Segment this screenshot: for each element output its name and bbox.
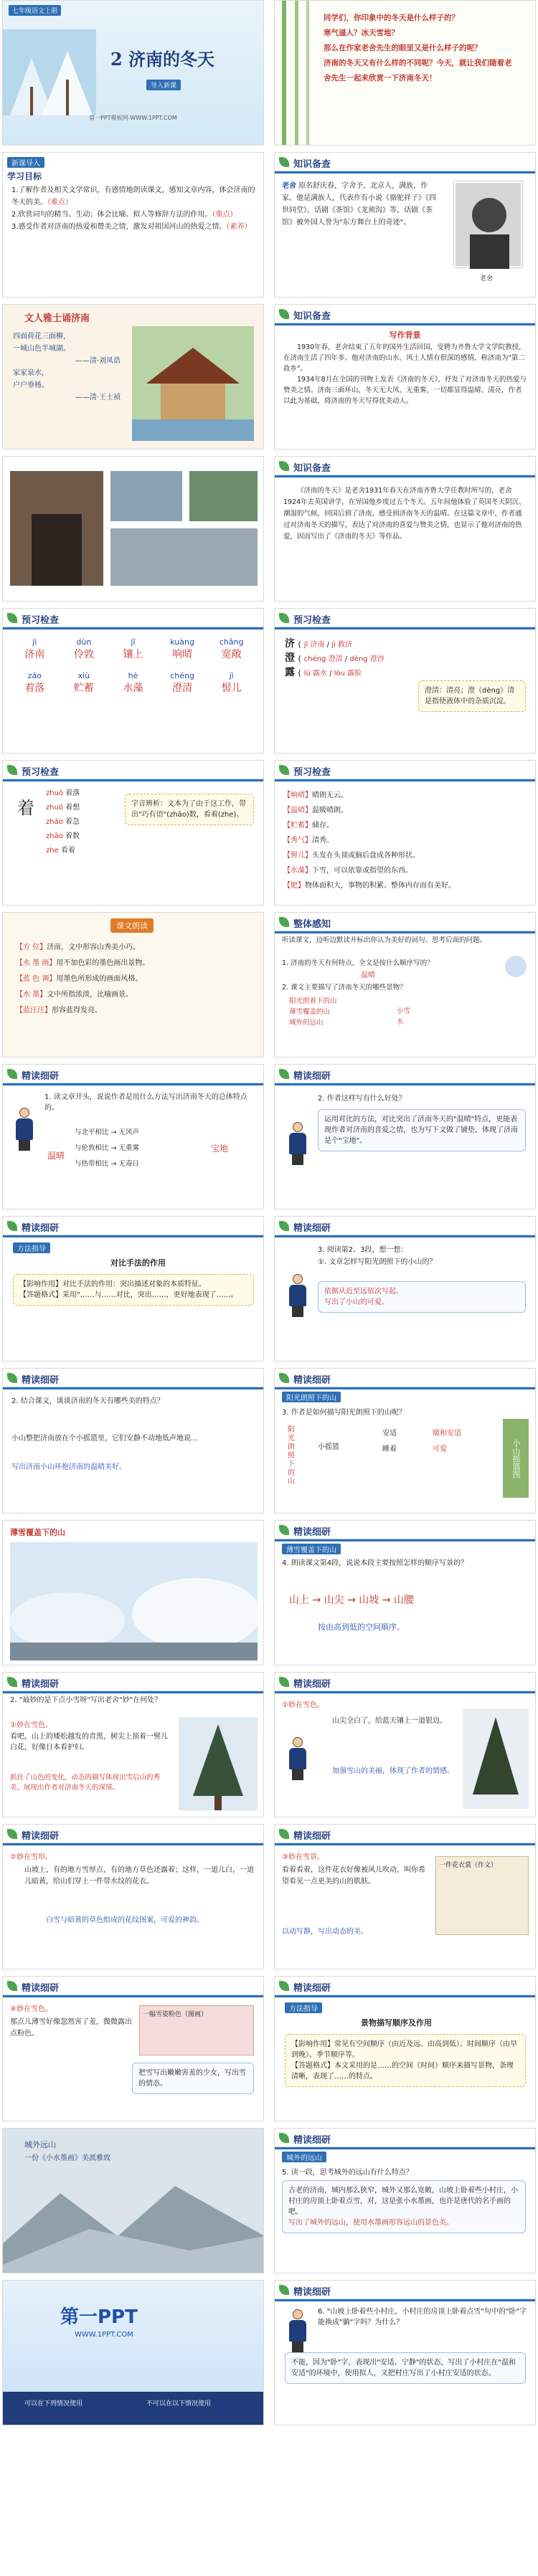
- section-header: 精读细研: [293, 1527, 331, 1538]
- method2-para: 【答题格式】本文采用的是……的空间（时间）顺序来描写景物，条理清晰，表现了……的特点。: [291, 2062, 514, 2081]
- leaf-icon: [279, 1981, 289, 1991]
- snow-order-sub: 薄雪覆盖下的山: [282, 1544, 341, 1554]
- section-header: 预习检查: [22, 767, 60, 778]
- snow-q3-answer2: 白雪与暗黄的草色组成的花纹图案，可爱的神韵。: [46, 1916, 204, 1924]
- method-para: 【影响作用】对比手法的作用：突出描述对象的本质特征。: [19, 1280, 206, 1288]
- bamboo-decoration: [275, 1, 318, 146]
- goal-item: 2.欣赏词句的精当、生动；体会比喻、拟人等修辞方法的作用。（重点）: [11, 211, 237, 219]
- pinyin-item: hè 水藻: [123, 671, 143, 694]
- cover-tree-pic: [3, 29, 96, 115]
- snow-q4-answer2: 以动写静，写出动态的美。: [282, 1928, 368, 1936]
- tab-new-lesson[interactable]: 新课导入: [7, 157, 44, 168]
- snow-q4-pic: [435, 1856, 529, 1935]
- close3-question: [318, 1244, 436, 1268]
- snow-q3-label: ②妙在雪形。: [10, 1853, 52, 1861]
- snow-q5-answer: 那点儿薄雪好像忽然害了羞，微微露出点粉色。: [10, 2018, 132, 2038]
- word-item: 【贮蓄】储存。: [283, 822, 334, 830]
- snow-order-answer: 按由高到低的空间顺序。: [318, 1622, 405, 1632]
- slide-snow-order: [274, 1520, 536, 1665]
- compare-row: 与热带相比 → 无毒日: [75, 1160, 139, 1168]
- leaf-icon: [7, 1829, 17, 1839]
- teacher-icon: [285, 1737, 311, 1780]
- word-item: 【秀气】清秀。: [283, 837, 334, 845]
- slide-words: [274, 760, 536, 906]
- method2-para: 【影响作用】常见有空间顺序（由近及远、由高到低）、时间顺序（由早到晚）、季节顺序等。: [291, 2040, 517, 2059]
- leaf-icon: [279, 1829, 289, 1839]
- sunny-sub: 阳光朗照下的山: [282, 1392, 341, 1402]
- footer-left-note: 可以在下列情况使用: [24, 2400, 83, 2408]
- leaf-icon: [7, 1221, 17, 1231]
- city-answer-text: 古老的济南，城内那么狭窄，城外又那么宽敞，山坡上卧着些小村庄，小村庄的房顶上卧着点雪，对，这是张小水墨画，也许是唐代的名手画的吧。: [288, 2187, 518, 2216]
- leaf-icon: [7, 613, 17, 623]
- snow-order-flow: 山上 → 山尖 → 山坡 → 山腰: [289, 1594, 414, 1606]
- reading-item: 【水 墨】文中所指浓淡，比喻画景。: [16, 991, 133, 999]
- city-answer-text2: 写出了城外的远山，使用水墨画形容远山的景色美。: [288, 2219, 453, 2227]
- close4-a1: 小山整把济南放在个小摇篮里，它们安静不动地低声地说...: [11, 1435, 198, 1443]
- polyphone-group: 澄 { chéng 澄清 / dèng 澄沙: [285, 652, 384, 664]
- method-guide-tag: 方法指导: [13, 1242, 50, 1253]
- sunny-result: 小山摇篮图: [503, 1419, 529, 1498]
- slide-snow-title: [2, 1520, 264, 1665]
- intro-button[interactable]: 导入新课: [146, 80, 181, 90]
- slide-preview3: [2, 760, 264, 906]
- leaf-icon: [279, 2285, 289, 2295]
- leaf-icon: [7, 1373, 17, 1383]
- slide-method1: [2, 1216, 264, 1361]
- goal-item: 1.了解作者及相关文学常识，有感情地朗读课文，感知文章内容，体会济南的冬天的美。（难点）: [11, 186, 255, 206]
- method-title: 对比手法的作用: [110, 1258, 166, 1268]
- section-header: 精读细研: [22, 1679, 60, 1690]
- intro-line: 那么在作家老舍先生的眼里又是什么样子的呢？: [324, 44, 482, 52]
- section-header: 精读细研: [293, 2287, 331, 2298]
- pinyin-item: kuàng 响晴: [170, 637, 194, 660]
- section-header: 精读细研: [22, 1983, 60, 1994]
- snow-q4-label: ③妙在雪景。: [282, 1853, 324, 1861]
- tab-reading[interactable]: 课文朗读: [110, 918, 154, 933]
- intro-line: 舍先生一起来欣赏一下济南冬天！: [324, 74, 437, 82]
- snow-pic: [10, 1542, 258, 1660]
- intro-text: [324, 11, 528, 86]
- intro-line: 同学们，你印象中的冬天是什么样子的？: [324, 14, 459, 22]
- city-pic-label: 城外远山: [24, 2140, 56, 2149]
- close2-answer: 运用对比的方法，对比突出了济南冬天的"温晴"特点，更能表现作者对济南的喜爱之情，也为写下文做了铺垫，体现了济南是个"宝地"。: [318, 1109, 526, 1151]
- overall-flow-right: [397, 1006, 410, 1027]
- background-text: [283, 342, 527, 407]
- slide-close1: [2, 1064, 264, 1209]
- polyphone-note: 澄清：清亮；澄（dèng）清是指使液体中的杂质沉淀。: [418, 680, 526, 712]
- section-header: 整体感知: [293, 919, 331, 930]
- city-answer: [282, 2180, 526, 2233]
- pinyin-item: chéng 澄清: [170, 671, 194, 694]
- footer-brand: 第一PPT: [60, 2306, 138, 2328]
- sunny-label: 睡着: [382, 1445, 397, 1453]
- background-title: 写作背景: [389, 331, 421, 340]
- sunny-label: 暖和安适: [433, 1430, 461, 1437]
- poem-line: 一城山色半城湖。: [13, 345, 70, 353]
- snow-q5-pic: [139, 2005, 254, 2055]
- watermark: 第一PPT模板网-WWW.1PPT.COM: [89, 115, 177, 121]
- slide-overall: [274, 912, 536, 1058]
- reading-list: [16, 940, 255, 1019]
- section-header: 精读细研: [293, 1679, 331, 1690]
- flow-node: 山坡: [359, 1594, 379, 1606]
- section-header: 精读细研: [22, 1831, 60, 1842]
- poem-line: 四面荷花三面柳，: [13, 333, 70, 341]
- flow-item: 阳光照着下的山: [289, 997, 337, 1005]
- snow-tree-pic: [179, 1717, 258, 1810]
- author-text: 原名舒庆春，字舍予，北京人，满族，作家。他是满族人，代表作有小说《骆驼祥子》《四世同堂》，话剧《茶馆》《龙须沟》等。话剧《茶馆》被外国人誉为"东方舞台上的奇迹"。: [282, 182, 436, 227]
- close1-question: 1. 读文章开头，说说作者是用什么方法写出济南冬天的总体特点的。: [44, 1093, 247, 1112]
- word-list: [283, 788, 528, 893]
- goal-item: 3.感受作者对济南的热爱和赞美之情，激发对祖国河山的热爱之情。（素养）: [11, 223, 252, 231]
- zhe-note: 字音辨析：文本为了由于这工作，带出"巧有语"(zhāo)数，看着(zhe)。: [125, 794, 254, 825]
- method2-guide-tag: 方法指导: [285, 2002, 322, 2013]
- leaf-icon: [279, 613, 289, 623]
- close3-q: 3. 阅读第2、3段，想一想：: [318, 1246, 408, 1254]
- teacher-icon: [285, 2309, 311, 2352]
- word-item: 【髻儿】头发在头顶或脑后盘成各种形状。: [283, 852, 420, 860]
- speaker-icon[interactable]: [505, 956, 527, 977]
- sunny-label: 安适: [382, 1430, 397, 1437]
- reading-item: 【方 位】济南，文中形容山秀美小巧。: [16, 944, 141, 951]
- sunny-label-0: 阳光朗照下的山: [288, 1426, 295, 1486]
- section-header: 精读细研: [293, 1071, 331, 1082]
- knowledge-text: 《济南的冬天》是老舍1931年春天在济南齐鲁大学任教时所写的，老舍1924年去英国讲学，在异国他乡度过五个冬天。五年间他体验了英国冬天阴沉、潮湿的气候，回国后到了济南，感受到济南冬天的温晴。在这篇文章中，作者通过对济南冬天的描写，表达了对济南的喜爱与赞美之情，也显示了他对济南的热爱，因而写出了《济南的冬天》等作品。: [283, 487, 526, 541]
- section-header: 精读细研: [293, 1831, 331, 1842]
- slide-close3: [274, 1216, 536, 1361]
- slide-snow-q2: [274, 1672, 536, 1817]
- pinyin-item: jī 镶上: [123, 637, 143, 660]
- snow-q-label: ①妙在雪色。: [10, 1721, 52, 1729]
- sentence-question: 6. "山坡上卧着些小村庄，小村庄的房顶上卧着点雪"句中的"卧"字能换成"躺"字吗？为什么？: [318, 2308, 527, 2327]
- teacher-icon: [11, 1108, 37, 1151]
- city-sub: 城外的远山: [282, 2152, 326, 2162]
- poem-line: 户户垂杨。: [13, 381, 49, 389]
- snow-order-question: 4. 朗读课文第4段，说说本段主要按照怎样的顺序写景的？: [282, 1559, 468, 1567]
- leaf-icon: [279, 765, 289, 775]
- slide-snow-q4: [274, 1824, 536, 1969]
- poem-line: ——清·王士祯: [75, 394, 121, 401]
- close1-left: 温晴: [47, 1151, 65, 1161]
- section-header: 预习检查: [293, 615, 331, 626]
- leaf-icon: [279, 1221, 289, 1231]
- leaf-icon: [7, 1677, 17, 1687]
- zhe-item: zhe 看着: [46, 847, 75, 855]
- slide-close4: [2, 1368, 264, 1513]
- slide-poem: [2, 304, 264, 450]
- slide-sentence: [274, 2280, 536, 2425]
- snow-tree2-pic: [463, 1708, 529, 1809]
- overall-q1: 1. 济南的冬天有何特点，全文是按什么顺序写的？: [282, 959, 434, 967]
- slide-snow-q5: [2, 1976, 264, 2121]
- section-header: 预习检查: [22, 615, 60, 626]
- polyphone-list: [285, 637, 407, 680]
- goals-list: [11, 184, 256, 233]
- slide-city: [274, 2128, 536, 2273]
- slide-footer: [2, 2280, 264, 2425]
- author-portrait: [454, 181, 522, 267]
- char-zhe: 着: [17, 798, 34, 818]
- poem-title: 文人雅士诵济南: [24, 313, 90, 324]
- sunny-labels-2: [433, 1426, 461, 1458]
- leaf-icon: [279, 1525, 289, 1535]
- section-header: 精读细研: [293, 1223, 331, 1234]
- zhe-item: zhāo 着数: [46, 832, 80, 840]
- portrait-caption: 老舍: [480, 275, 494, 282]
- reading-item: 【水 墨 画】用不加色彩的墨色画出景物。: [16, 959, 150, 967]
- compare-row: 与北平相比 → 无风声: [75, 1128, 139, 1136]
- city-pic-cap: 一份《小水墨画》美派雅致: [24, 2154, 110, 2162]
- close4-a2: 写出济南小山环抱济南的温晴美好。: [11, 1463, 126, 1471]
- compare-row: 与伦敦相比 → 无重雾: [75, 1144, 139, 1152]
- close3-answer: [318, 1281, 526, 1313]
- lesson-title: 2 济南的冬天: [110, 49, 215, 70]
- pinyin-item: jì 髻儿: [221, 671, 242, 694]
- leaf-icon: [279, 1677, 289, 1687]
- goals-header: 学习目标: [7, 171, 42, 181]
- overall-answer1: 温晴: [361, 971, 375, 979]
- slide-city-pic: [2, 2128, 264, 2273]
- snow-q-question: 2. "最妙的是下点小雪呀"写出老舍"妙"在何处？: [10, 1696, 162, 1704]
- slide-close2: [274, 1064, 536, 1209]
- word-item: 【温晴】温暖晴朗。: [283, 807, 348, 814]
- flow-item: 水: [397, 1018, 404, 1026]
- leaf-icon: [279, 2133, 289, 2143]
- teacher-icon: [285, 1122, 311, 1165]
- sunny-labels: [382, 1426, 397, 1458]
- section-header: 精读细研: [293, 1375, 331, 1386]
- section-header: 知识备查: [293, 463, 331, 474]
- pavilion-pic: [132, 326, 254, 441]
- leaf-icon: [279, 1069, 289, 1079]
- slide-preview2: [274, 608, 536, 754]
- leaf-icon: [7, 765, 17, 775]
- pinyin-item: záo 着落: [24, 671, 45, 694]
- zhe-list: [46, 786, 80, 858]
- intro-line: 济南的冬天又有什么样的不同呢？今天，就让我们随着老: [324, 59, 512, 67]
- slide-knowledge-full: [274, 456, 536, 602]
- leaf-icon: [279, 1373, 289, 1383]
- snow-q5-pic-label: 一幅雪姿粉色（图画）: [143, 2011, 208, 2018]
- grade-label: 七年级语文上册: [9, 5, 61, 16]
- method-para: 【答题格式】采用"……与……对比，突出……，更好地表现了……。: [19, 1291, 238, 1299]
- slide-author: [274, 152, 536, 298]
- leaf-icon: [7, 1069, 17, 1079]
- word-item: 【水藻】下雪，可以依靠或指望的东西。: [283, 867, 412, 875]
- leaf-icon: [279, 309, 289, 319]
- slide-snow-q3: [2, 1824, 264, 1969]
- flow-node: 山上: [289, 1594, 309, 1606]
- flow-node: 山尖: [324, 1594, 344, 1606]
- snow-q2-answer2: 加强雪山的美丽，体现了作者的情感。: [332, 1767, 454, 1775]
- polyphone-group: 济 { jǐ 济南 / jì 救济: [285, 638, 352, 650]
- polyphone-group: 露 { lù 露水 / lòu 露脸: [285, 667, 362, 678]
- method2-body: [285, 2034, 526, 2087]
- portrait-icon: [456, 183, 524, 269]
- background-para: 1930年春，老舍结束了五年的国外生活回国，受聘为齐鲁大学文学院教授，在济南生活了四年多。他对济南的山水、风土人情有很深的感情，称济南为"第二故乡"。: [283, 343, 526, 373]
- flow-item: 小雪: [397, 1007, 411, 1015]
- section-header: 精读细研: [22, 1375, 60, 1386]
- pinyin-item: xiù 贮蓄: [73, 671, 94, 694]
- snow-q5-answer2: 把雪写出嫩嫩害羞的少女，写出雪的情态。: [132, 2063, 254, 2094]
- background-para: 1934年8月在全国的刊物上发表《济南的冬天》，抒发了对济南冬天的热爱与赞美之情。济南三面环山，冬天无大风、无重雾，一切都显得温晴、清亮，作者以此为基础，将济南的冬天写得优美动人。: [283, 376, 527, 405]
- poem-line: ——清·刘凤诰: [75, 357, 121, 365]
- slide-goals: [2, 152, 264, 298]
- sunny-question: 3. 作者是如何描写阳光朗照下的山呢？: [282, 1409, 406, 1417]
- overall-intro: 听读课文，边听边默读并标出你认为美好的词句。思考后面的问题。: [282, 936, 487, 944]
- slide-snow-q: [2, 1672, 264, 1817]
- author-bio: [282, 180, 440, 229]
- leaf-icon: [7, 1981, 17, 1991]
- zhe-item: zhuó 着落: [46, 789, 80, 797]
- slide-background: [274, 304, 536, 450]
- teacher-icon: [285, 1274, 311, 1317]
- method-body: [13, 1274, 254, 1306]
- close2-question: 2. 作者这样写有什么好处？: [318, 1095, 406, 1103]
- snow-title-label: 薄雪覆盖下的山: [10, 1528, 65, 1537]
- close3-q2: ①. 文章怎样写阳光朗照下的小山的？: [318, 1258, 437, 1266]
- close4-question: 2. 结合课文，谈谈济南的冬天有哪些美的特点？: [11, 1397, 164, 1405]
- intro-line: 寒气逼人？冰天雪地？: [324, 29, 399, 37]
- snow-q3-answer: 山坡上，有的地方雪厚点，有的地方草色还露着；这样，一道儿白，一道儿暗黄，给山们穿上一件带水纹的花衣。: [24, 1866, 254, 1886]
- flow-node: 山腰: [393, 1594, 414, 1606]
- overall-q2: 2. 课文主要描写了济南冬天的哪些景物？: [282, 984, 407, 992]
- section-header: 精读细研: [293, 1983, 331, 1994]
- reading-item: 【蓝汪汪】形容蓝得发亮。: [16, 1007, 102, 1014]
- section-header: 精读细研: [293, 2135, 331, 2146]
- word-item: 【响晴】晴朗无云。: [283, 792, 348, 799]
- gate-photos: [3, 457, 264, 602]
- section-header: 知识备查: [293, 159, 331, 170]
- footer-url: WWW.1PPT.COM: [75, 2331, 133, 2339]
- city-question: 5. 读一段，思考城外的远山有什么特点？: [282, 2169, 413, 2177]
- method2-title: 景物描写顺序及作用: [361, 2018, 432, 2028]
- slide-cover: [2, 0, 264, 146]
- leaf-icon: [279, 157, 289, 167]
- pinyin-item: dùn 伶敦: [73, 637, 94, 660]
- leaf-icon: [279, 461, 289, 471]
- pinyin-item: chǎng 宽敞: [219, 637, 244, 660]
- slide-intro: [274, 0, 536, 146]
- snow-q4-answer: 看着看着，这件花衣好像被风儿吹动，叫你希望看见一点更美的山的肌肤。: [282, 1866, 425, 1886]
- slide-sunny: [274, 1368, 536, 1513]
- snow-q-answer: 看吧，山上的矮松越发的青黑，树尖上顶着一髻儿白花，好像日本看护妇。: [10, 1733, 168, 1752]
- reading-item: 【蓝 色 调】用墨色所形成的画面风格。: [16, 975, 143, 983]
- pinyin-grid: [10, 637, 256, 695]
- section-header: 预习检查: [293, 767, 331, 778]
- slide-photos: [2, 456, 264, 602]
- footer-right-note: 不可以在以下情况使用: [146, 2400, 212, 2408]
- slide-reading1: [2, 912, 264, 1058]
- sunny-label: 可爱: [433, 1445, 447, 1453]
- close1-rows: [75, 1125, 139, 1172]
- overall-flow: [289, 996, 337, 1028]
- zhe-item: zháo 着急: [46, 818, 80, 826]
- section-header: 精读细研: [22, 1223, 60, 1234]
- author-name: 老舍: [282, 182, 296, 190]
- leaf-icon: [279, 917, 289, 927]
- close3-ans2: 写出了小山的可爱。: [324, 1298, 389, 1306]
- snow-q-answer2: 抓住了山色的变化，动态的描写体现出雪后山的秀美，展现出作者对济南冬天的深情。: [10, 1774, 161, 1792]
- close1-result: 宝地: [211, 1144, 229, 1154]
- section-header: 知识备查: [293, 311, 331, 322]
- section-header: 精读细研: [22, 1071, 60, 1082]
- flow-item: 薄雪覆盖的山: [289, 1008, 331, 1016]
- zhe-item: zhuó 着想: [46, 804, 80, 812]
- slide-preview1: [2, 608, 264, 754]
- snow-q5-label: ④妙在雪色。: [10, 2005, 52, 2013]
- snow-q2-answer: 山尖全白了，给蓝天镶上一道银边。: [332, 1717, 447, 1725]
- snow-q4-pic-label: 一件花衣裳（作文）: [439, 1862, 498, 1869]
- word-item: 【肥】物体面积大，事物的积累、整体内存而有美好。: [283, 882, 456, 890]
- pinyin-item: jì 济南: [24, 637, 45, 660]
- snow-q2-label: ①妙在雪色。: [282, 1701, 324, 1709]
- slide-method2: [274, 1976, 536, 2121]
- poem-line: 家家泉水，: [13, 369, 49, 377]
- sentence-answer: 不能，因为"卧"字，表现出"安适、宁静"的状态，写出了小村庄在"温和安适"的环境中，使用拟人，又把村庄写出了小村庄安适的状态。: [285, 2352, 526, 2384]
- city-pic: [3, 2129, 264, 2273]
- sunny-label-1: 小摇篮: [318, 1443, 339, 1451]
- poem-lines: [13, 331, 121, 404]
- close3-ans: 依据从近至远依次写起。: [324, 1288, 403, 1296]
- flow-item: 城外的远山: [289, 1019, 324, 1027]
